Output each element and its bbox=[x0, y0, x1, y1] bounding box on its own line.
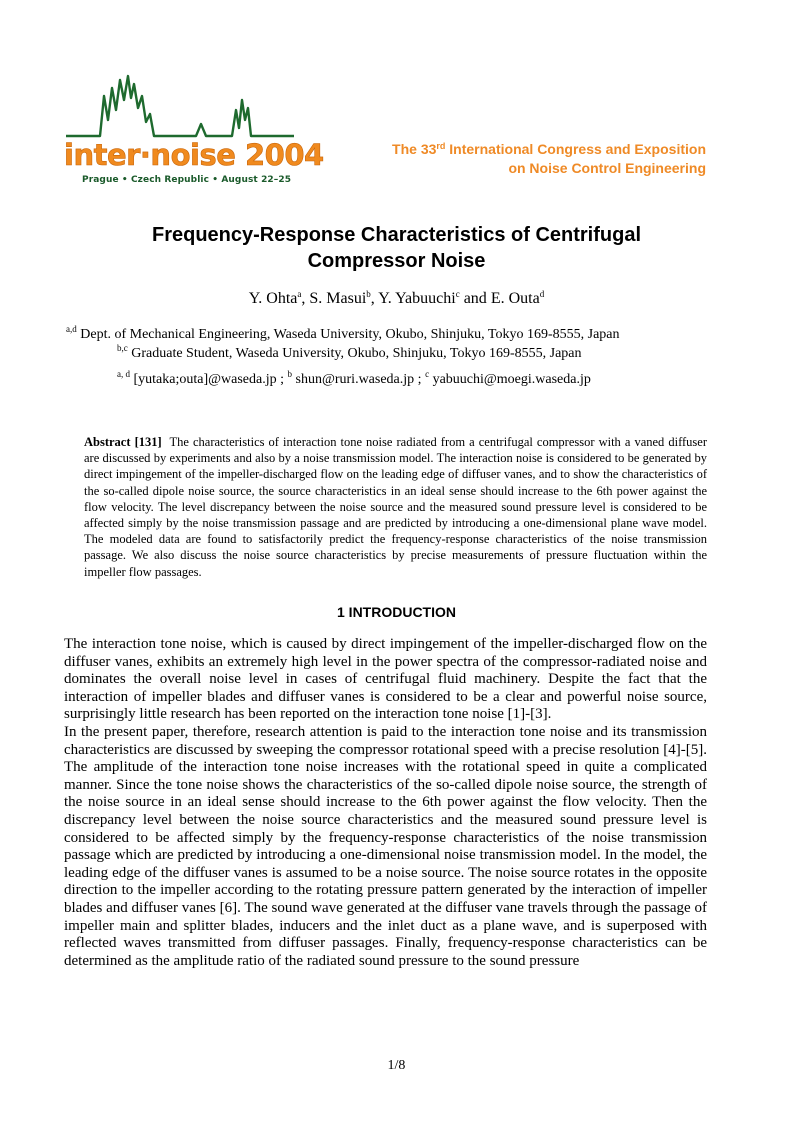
author-sep: , bbox=[370, 290, 379, 307]
congress-ordinal-suffix: rd bbox=[436, 141, 446, 151]
congress-line-1-text: International Congress and Exposition bbox=[445, 141, 706, 157]
author-sup: c bbox=[455, 289, 460, 299]
email-line bbox=[117, 371, 591, 389]
abstract-text: The characteristics of interaction tone noise radiated from a centrifugal compressor with a vaned diffuser are discussed by experiments and also by a noise transmission model. The interaction noise is considered to be generated by direct impingement of the impeller-discharged flow on the leading edge of diffuser vanes, and to show the characteristics of the so-called dipole noise source, the source characteristics in an ideal sense should increase to the 6th power against the flow velocity. The level discrepancy between the noise source and the measured sound pressure level is considered to be affected simply by the noise transmission passage and are predicted by introducing a one-dimensional plane wave model. The modeled data are found to satisfactorily predict the frequency-response characteristics of the noise transmission passage. We also discuss the noise source characteristics by precise measurements of pressure fluctuation within the impeller flow passages. bbox=[84, 435, 707, 579]
author-sup: b bbox=[366, 289, 371, 299]
affiliation-1 bbox=[66, 326, 620, 344]
affiliation-sup: b,c bbox=[117, 343, 128, 353]
page-number: 1/8 bbox=[387, 1058, 406, 1073]
author-name: S. Masui bbox=[309, 290, 367, 307]
congress-ordinal: The 33 bbox=[392, 141, 437, 157]
logo-subtitle: Prague • Czech Republic • August 22–25 bbox=[82, 175, 292, 185]
affiliation-text: Dept. of Mechanical Engineering, Waseda University, Okubo, Shinjuku, Tokyo 169-8555, Japan bbox=[76, 327, 620, 342]
author-sup: a bbox=[297, 289, 302, 299]
email-sup: a, d bbox=[117, 369, 130, 379]
author-sup: d bbox=[539, 289, 545, 299]
author-sep: , bbox=[301, 290, 310, 307]
author-name: Y. Ohta bbox=[248, 290, 298, 307]
affiliation-sup: a,d bbox=[66, 324, 77, 334]
conference-logo bbox=[64, 70, 324, 192]
congress-line-2: on Noise Control Engineering bbox=[508, 160, 706, 176]
email-sup: b bbox=[287, 369, 293, 379]
affiliation-text: Graduate Student, Waseda University, Okubo, Shinjuku, Tokyo 169-8555, Japan bbox=[127, 346, 582, 361]
sound-wave-icon bbox=[64, 70, 324, 192]
author-list bbox=[60, 289, 733, 309]
author-sep: and bbox=[459, 290, 491, 307]
abstract-label: Abstract [131] bbox=[84, 435, 162, 449]
email-text: [yutaka;outa]@waseda.jp ; bbox=[130, 372, 288, 387]
affiliation-2 bbox=[117, 345, 582, 363]
author-name: E. Outa bbox=[490, 290, 540, 307]
email-text: yabuuchi@moegi.waseda.jp bbox=[429, 372, 591, 387]
paragraph: The interaction tone noise, which is caused by direct impingement of the impeller-discharged flow on the diffuser vanes, exhibits an extremely high level in the power spectra of the compressor-radiated noise and dominates the overall noise level in cases of centrifugal fluid machinery. Despite the fact that the interaction of impeller blades and diffuser vanes is considered to be a clear and powerful noise source, surprisingly little research has been reported on the interaction tone noise [1]-[3]. bbox=[64, 636, 707, 723]
abstract bbox=[84, 434, 707, 580]
introduction-body bbox=[64, 636, 707, 970]
paper-title-line-2: Compressor Noise bbox=[307, 250, 486, 272]
paper-title bbox=[60, 222, 733, 274]
logo-wordmark: inter·noise 2004 bbox=[64, 138, 324, 172]
paragraph: In the present paper, therefore, research attention is paid to the interaction tone noise and its transmission characteristics are discussed by sweeping the compressor rotational speed with a precise resolution [4]-[5]. The amplitude of the interaction tone noise increases with the rotational speed in quite a complicated manner. Since the tone noise shows the characteristics of the so-called dipole noise source, the strength of the noise source in an ideal sense should increase to the 6th power against the flow velocity. Then the discrepancy level between the noise source characteristics and the measured sound pressure level is considered to be affected simply by the frequency-response characteristics of the noise transmission passage which are predicted by introducing a one-dimensional noise transmission model. In the model, the leading edge of the diffuser vanes is assumed to be a noise source. The noise source rotates in the opposite direction to the impeller according to the rotating pressure pattern generated by the interaction of impeller blades and diffuser vanes [6]. The sound wave generated at the diffuser vane travels through the passage of impeller main and splitter blades, inducers and the inlet duct as a plane wave, and is superposed with reflected waves transmitted from diffuser passages. Finally, frequency-response characteristics can be determined as the amplitude ratio of the radiated sound pressure to the sound pressure bbox=[64, 723, 707, 969]
email-sup: c bbox=[425, 369, 430, 379]
email-text: shun@ruri.waseda.jp ; bbox=[292, 372, 426, 387]
congress-name bbox=[392, 140, 706, 178]
congress-line-1 bbox=[392, 140, 706, 159]
section-heading: 1 INTRODUCTION bbox=[337, 604, 456, 620]
author-name: Y. Yabuuchi bbox=[378, 290, 456, 307]
paper-title-line-1: Frequency-Response Characteristics of Centrifugal bbox=[151, 224, 641, 246]
